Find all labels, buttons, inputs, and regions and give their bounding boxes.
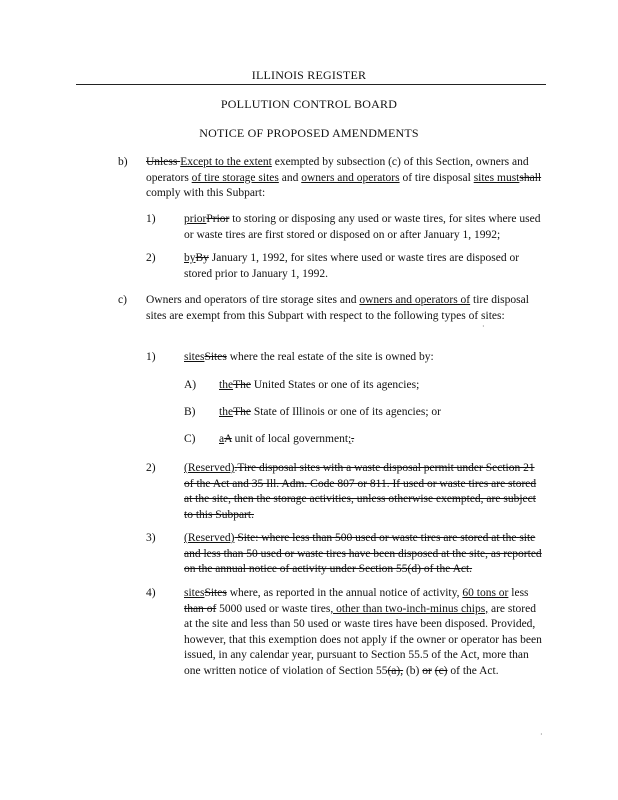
board-title: POLLUTION CONTROL BOARD (220, 97, 398, 111)
stray-mark: · (482, 322, 485, 331)
item-c1C-label: C) (184, 433, 196, 445)
notice-title: NOTICE OF PROPOSED AMENDMENTS (199, 126, 419, 140)
item-c4-label: 4) (146, 587, 156, 599)
item-c1-label: 1) (146, 351, 156, 363)
item-c1C-text: aA unit of local government;. (219, 433, 355, 445)
register-title: ILLINOIS REGISTER (251, 68, 367, 82)
item-b1-text: priorPrior to storing or disposing any used or waste tires, for sites where used or waste tires are first stored or disposed on or after January 1, 1992; (184, 213, 541, 241)
item-c1B-text: theThe State of Illinois or one of its agencies; or (219, 406, 441, 418)
item-b2-label: 2) (146, 252, 156, 264)
item-c3-text: (Reserved) Site: where less than 500 used or waste tires are stored at the site and less than 50 used or waste tires have been disposed at the site, as reported on the annual notice of activity under Section 55(d) of the Act. (184, 532, 542, 576)
item-c2-label: 2) (146, 462, 156, 474)
header-rule (76, 84, 546, 85)
subsection-c-label: c) (118, 294, 127, 306)
item-c2-text: (Reserved).Tire disposal sites with a waste disposal permit under Section 21 of the Act and 35 Ill. Adm. Code 807 or 811. If used or waste tires are stored at the site, then the storage activities, unless otherwise exempted, are subject to this Subpart. (184, 462, 537, 521)
stray-mark: · (540, 730, 543, 739)
item-b2-text: byBy January 1, 1992, for sites where used or waste tires are disposed or stored prior to January 1, 1992. (184, 252, 520, 280)
subsection-b-text: Unless Except to the extent exempted by subsection (c) of this Section, owners and operators of tire storage sites and owners and operators of tire disposal sites mustshall comply with this Subpart: (146, 156, 542, 200)
item-c3-label: 3) (146, 532, 156, 544)
subsection-c-text: Owners and operators of tire storage sites and owners and operators of tire disposal sites are exempt from this Subpart with respect to the following types of sites: (146, 294, 529, 322)
item-c1-text: sitesSites where the real estate of the site is owned by: (184, 351, 434, 363)
item-b1-label: 1) (146, 213, 156, 225)
item-c1A-text: theThe United States or one of its agencies; (219, 379, 420, 391)
item-c4-text: sitesSites where, as reported in the annual notice of activity, 60 tons or less than of 5000 used or waste tires, other than two-inch-minus chips, are stored at the site and less than 50 used or waste tires have been disposed. Provided, however, that this exemption does not apply if the owner or operator has been issued, in any calendar year, pursuant to Section 55.5 of the Act, more than one written notice of violation of Section 55(a), (b) or (c) of the Act. (184, 587, 542, 677)
item-c1B-label: B) (184, 406, 196, 418)
subsection-b-label: b) (118, 156, 128, 168)
item-c1A-label: A) (184, 379, 197, 391)
